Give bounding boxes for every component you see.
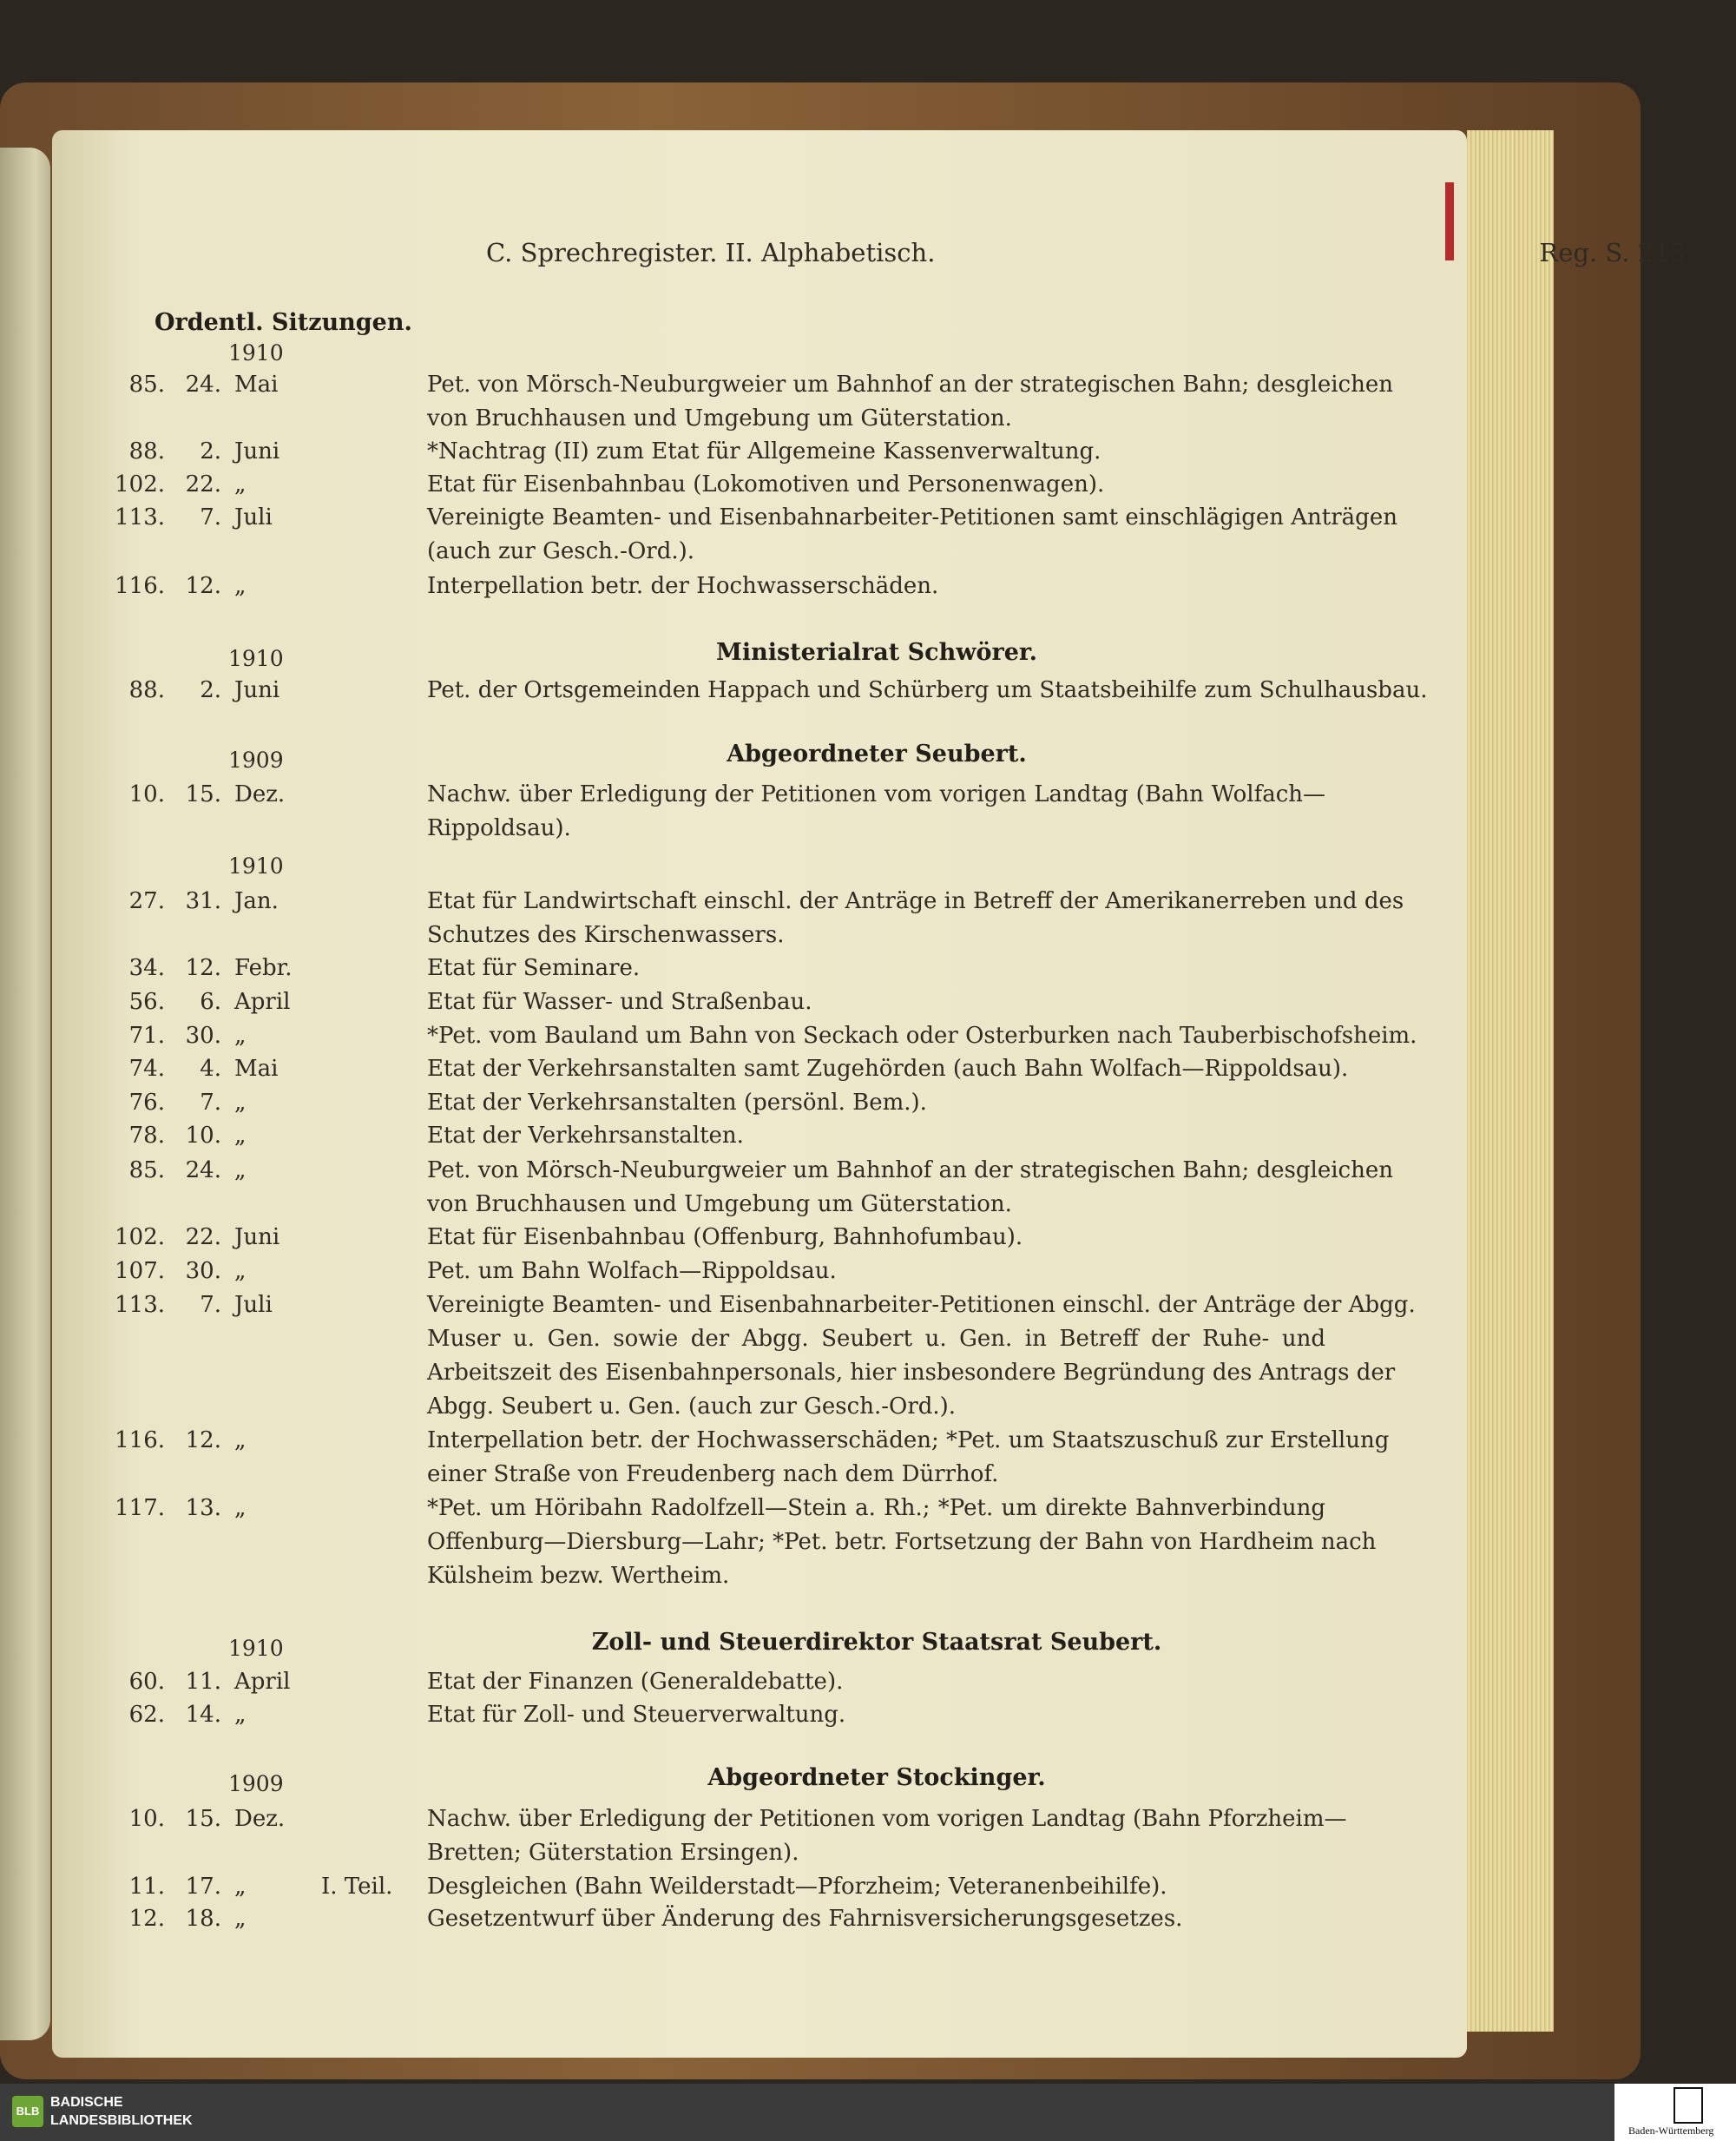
- ribbon-marker: [1445, 182, 1454, 260]
- entry-part: I. Teil.: [321, 1874, 393, 1900]
- entry-day: 22.: [185, 1224, 221, 1250]
- entry-month: Juli: [234, 1292, 273, 1318]
- entry-day: 15.: [185, 1806, 221, 1832]
- section-heading-seubert: Abgeordneter Seubert.: [727, 741, 1027, 767]
- entry-day: 12.: [185, 573, 221, 599]
- library-name-line2: LANDESBIBLIOTHEK: [50, 2113, 193, 2128]
- entry-number: 74.: [128, 1056, 165, 1082]
- entry-day: 15.: [185, 781, 221, 807]
- entry-text-line: Nachw. über Erledigung der Petitionen vom vorigen Landtag (Bahn Wolfach—: [427, 781, 1325, 807]
- entry-number: 107.: [115, 1258, 165, 1284]
- entry-month: Juli: [234, 504, 273, 530]
- section-year: 1910: [228, 1636, 284, 1661]
- entry-month: Jan.: [234, 888, 279, 914]
- entry-text-line: Vereinigte Beamten- und Eisenbahnarbeiter-Petitionen samt einschlägigen Anträgen: [427, 504, 1397, 530]
- entry-number: 60.: [128, 1669, 165, 1695]
- entry-text-line: Etat für Zoll- und Steuerverwaltung.: [427, 1702, 846, 1728]
- entry-text-line: Pet. um Bahn Wolfach—Rippoldsau.: [427, 1258, 837, 1284]
- entry-number: 85.: [128, 1157, 165, 1183]
- entry-text-line: Pet. von Mörsch-Neuburgweier um Bahnhof an der strategischen Bahn; desgleichen: [427, 372, 1393, 398]
- entry-text-line: Offenburg—Diersburg—Lahr; *Pet. betr. Fortsetzung der Bahn von Hardheim nach: [427, 1529, 1377, 1555]
- entry-number: 88.: [128, 438, 165, 464]
- entry-number: 27.: [128, 888, 165, 914]
- entry-text-line: Interpellation betr. der Hochwasserschäden; *Pet. um Staatszuschuß zur Erstellung: [427, 1427, 1390, 1453]
- entry-text-line: Etat für Eisenbahnbau (Lokomotiven und Personenwagen).: [427, 471, 1105, 497]
- entry-text-line: Nachw. über Erledigung der Petitionen vom vorigen Landtag (Bahn Pforzheim—: [427, 1806, 1347, 1832]
- section-heading-schwoerer: Ministerialrat Schwörer.: [715, 639, 1038, 666]
- entry-month: April: [234, 1669, 291, 1695]
- entry-day: 7.: [200, 504, 221, 530]
- entry-day: 30.: [185, 1023, 221, 1049]
- state-credit: Baden-Württemberg: [1628, 2125, 1714, 2137]
- entry-day: 11.: [185, 1669, 221, 1695]
- entry-text-line: Etat der Verkehrsanstalten (persönl. Bem.).: [427, 1090, 927, 1116]
- entry-month: „: [234, 1874, 247, 1900]
- left-page-edge: [0, 148, 50, 2040]
- entry-number: 12.: [128, 1906, 165, 1932]
- entry-month: „: [234, 1157, 247, 1183]
- entry-number: 78.: [128, 1123, 165, 1149]
- entry-month: „: [234, 573, 247, 599]
- entry-number: 62.: [128, 1702, 165, 1728]
- entry-text-line: (auch zur Gesch.-Ord.).: [427, 538, 695, 564]
- entry-text-line: Etat der Finanzen (Generaldebatte).: [427, 1669, 844, 1695]
- entry-number: 116.: [115, 1427, 165, 1453]
- entry-month: Mai: [234, 1056, 279, 1082]
- entry-day: 17.: [185, 1874, 221, 1900]
- entry-text-line: Bretten; Güterstation Ersingen).: [427, 1840, 799, 1866]
- entry-text-line: Etat für Landwirtschaft einschl. der Anträge in Betreff der Amerikanerreben und des: [427, 888, 1404, 914]
- entry-number: 11.: [128, 1874, 165, 1900]
- entry-day: 24.: [185, 1157, 221, 1183]
- entry-text-line: Arbeitszeit des Eisenbahnpersonals, hier insbesondere Begründung des Antrags der: [427, 1360, 1396, 1386]
- entry-month: Mai: [234, 372, 279, 398]
- section-year: 1910: [228, 853, 284, 879]
- state-crest-icon: [1674, 2087, 1703, 2124]
- section-year: 1910: [228, 340, 284, 366]
- entry-day: 4.: [200, 1056, 221, 1082]
- section-heading-sitzungen: Ordentl. Sitzungen.: [155, 309, 412, 336]
- entry-day: 2.: [200, 438, 221, 464]
- entry-day: 24.: [185, 372, 221, 398]
- entry-number: 34.: [128, 955, 165, 981]
- entry-day: 31.: [185, 888, 221, 914]
- entry-text-line: Rippoldsau).: [427, 815, 571, 841]
- entry-text-line: einer Straße von Freudenberg nach dem Dürrhof.: [427, 1461, 999, 1487]
- entry-number: 117.: [115, 1495, 165, 1521]
- entry-month: Dez.: [234, 1806, 286, 1832]
- entry-month: Juni: [234, 1224, 280, 1250]
- entry-day: 7.: [200, 1090, 221, 1116]
- entry-text-line: Desgleichen (Bahn Weilderstadt—Pforzheim; Veteranenbeihilfe).: [427, 1874, 1167, 1900]
- entry-month: „: [234, 471, 247, 497]
- entry-number: 102.: [115, 1224, 165, 1250]
- entry-text-line: Pet. von Mörsch-Neuburgweier um Bahnhof an der strategischen Bahn; desgleichen: [427, 1157, 1393, 1183]
- entry-text-line: Külsheim bezw. Wertheim.: [427, 1563, 730, 1589]
- entry-month: Dez.: [234, 781, 286, 807]
- entry-text-line: Vereinigte Beamten- und Eisenbahnarbeiter-Petitionen einschl. der Anträge der Abgg.: [427, 1292, 1416, 1318]
- entry-text-line: *Nachtrag (II) zum Etat für Allgemeine Kassenverwaltung.: [427, 438, 1101, 464]
- entry-number: 113.: [115, 504, 165, 530]
- entry-text-line: von Bruchhausen und Umgebung um Güterstation.: [427, 1191, 1012, 1217]
- entry-month: Febr.: [234, 955, 293, 981]
- library-name: [50, 2093, 193, 2130]
- entry-text-line: Muser u. Gen. sowie der Abgg. Seubert u. Gen. in Betreff der Ruhe- und: [427, 1326, 1325, 1352]
- entry-text-line: Etat für Seminare.: [427, 955, 641, 981]
- entry-day: 14.: [185, 1702, 221, 1728]
- entry-number: 76.: [128, 1090, 165, 1116]
- entry-text-line: Abgg. Seubert u. Gen. (auch zur Gesch.-Ord.).: [427, 1393, 957, 1420]
- entry-number: 85.: [128, 372, 165, 398]
- entry-month: „: [234, 1427, 247, 1453]
- blb-logo-icon: BLB: [12, 2096, 43, 2127]
- entry-text-line: Etat für Wasser- und Straßenbau.: [427, 989, 812, 1015]
- entry-day: 10.: [185, 1123, 221, 1149]
- entry-day: 2.: [200, 677, 221, 703]
- entry-month: „: [234, 1495, 247, 1521]
- entry-day: 22.: [185, 471, 221, 497]
- entry-text-line: Schutzes des Kirschenwassers.: [427, 922, 785, 948]
- entry-text-line: Interpellation betr. der Hochwasserschäden.: [427, 573, 939, 599]
- entry-day: 12.: [185, 1427, 221, 1453]
- footer-bar: [0, 2084, 1736, 2141]
- entry-month: „: [234, 1258, 247, 1284]
- section-year: 1909: [228, 1771, 284, 1796]
- entry-text-line: Gesetzentwurf über Änderung des Fahrnisversicherungsgesetzes.: [427, 1906, 1183, 1932]
- running-header: [486, 238, 1686, 267]
- library-name-line1: BADISCHE: [50, 2095, 123, 2110]
- entry-month: „: [234, 1023, 247, 1049]
- section-year: 1910: [228, 646, 284, 671]
- entry-text-line: *Pet. um Höribahn Radolfzell—Stein a. Rh.; *Pet. um direkte Bahnverbindung: [427, 1495, 1325, 1521]
- entry-number: 88.: [128, 677, 165, 703]
- entry-text-line: Etat für Eisenbahnbau (Offenburg, Bahnhofumbau).: [427, 1224, 1023, 1250]
- entry-day: 6.: [200, 989, 221, 1015]
- entry-month: Juni: [234, 438, 280, 464]
- entry-number: 56.: [128, 989, 165, 1015]
- entry-text-line: von Bruchhausen und Umgebung um Güterstation.: [427, 405, 1012, 431]
- entry-month: „: [234, 1090, 247, 1116]
- entry-number: 102.: [115, 471, 165, 497]
- entry-month: „: [234, 1123, 247, 1149]
- entry-day: 30.: [185, 1258, 221, 1284]
- section-heading-stockinger: Abgeordneter Stockinger.: [707, 1764, 1046, 1791]
- entry-text-line: *Pet. vom Bauland um Bahn von Seckach oder Osterburken nach Tauberbischofsheim.: [427, 1023, 1417, 1049]
- page-block-edges: [1467, 130, 1554, 2032]
- entry-text-line: Etat der Verkehrsanstalten samt Zugehörden (auch Bahn Wolfach—Rippoldsau).: [427, 1056, 1349, 1082]
- header-title: C. Sprechregister. II. Alphabetisch.: [486, 238, 936, 267]
- entry-day: 7.: [200, 1292, 221, 1318]
- entry-number: 10.: [128, 1806, 165, 1832]
- page-number: Reg. S. 213: [1539, 238, 1686, 267]
- entry-number: 113.: [115, 1292, 165, 1318]
- entry-number: 10.: [128, 781, 165, 807]
- entry-day: 18.: [185, 1906, 221, 1932]
- entry-text-line: Pet. der Ortsgemeinden Happach und Schürberg um Staatsbeihilfe zum Schulhausbau.: [427, 677, 1428, 703]
- entry-month: April: [234, 989, 291, 1015]
- entry-month: „: [234, 1906, 247, 1932]
- entry-number: 116.: [115, 573, 165, 599]
- entry-day: 13.: [185, 1495, 221, 1521]
- entry-month: „: [234, 1702, 247, 1728]
- section-heading-staatsrat-seubert: Zoll- und Steuerdirektor Staatsrat Seubert.: [591, 1629, 1162, 1656]
- entry-number: 71.: [128, 1023, 165, 1049]
- entry-day: 12.: [185, 955, 221, 981]
- entry-text-line: Etat der Verkehrsanstalten.: [427, 1123, 744, 1149]
- section-year: 1909: [228, 748, 284, 773]
- entry-month: Juni: [234, 677, 280, 703]
